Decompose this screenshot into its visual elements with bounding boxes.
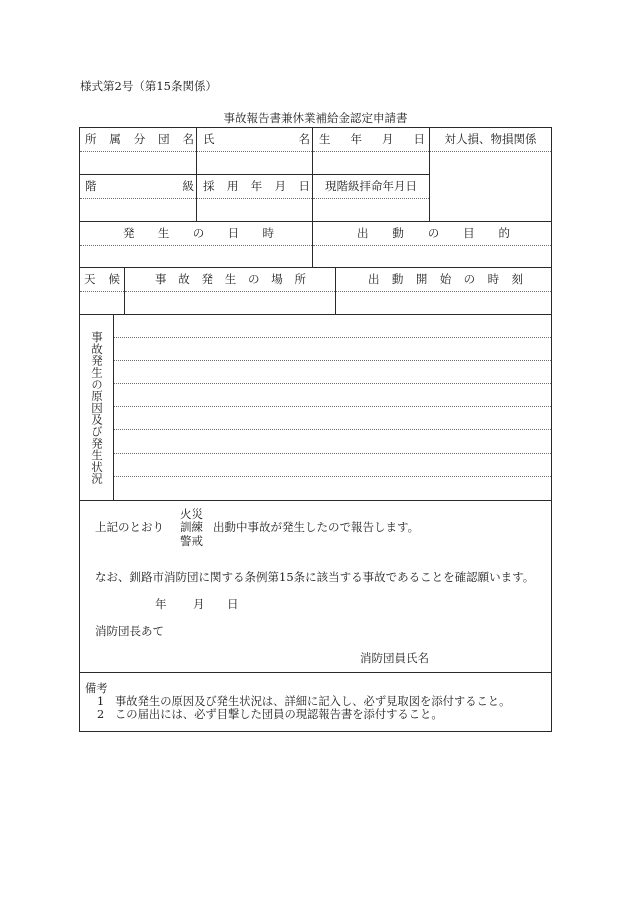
dispatch-purpose-label: 出動の目的 bbox=[313, 222, 551, 246]
rank-label: 階級 bbox=[80, 175, 196, 199]
weather-cell bbox=[79, 267, 125, 315]
cause-value-field bbox=[113, 314, 552, 501]
dispatch-start-value-field bbox=[336, 292, 551, 314]
cause-write-line bbox=[114, 384, 551, 407]
cause-write-line bbox=[114, 454, 551, 477]
hire-date-value-field bbox=[197, 199, 312, 221]
confirmation-request: なお、釧路市消防団に関する条例第15条に該当する事故であることを確認願います。 bbox=[95, 570, 535, 584]
remark-text: 事故発生の原因及び発生状況は、詳細に記入し、必ず見取図を添付すること。 bbox=[115, 695, 511, 708]
name-cell bbox=[196, 127, 313, 175]
rank-value-field bbox=[80, 199, 196, 221]
location-value-field bbox=[125, 292, 335, 314]
name-value-field bbox=[197, 152, 312, 174]
weather-value-field bbox=[80, 292, 124, 314]
remark-text: この届出には、必ず目撃した団員の現認報告書を添付すること。 bbox=[115, 708, 443, 721]
activity-option-drill: 訓練 bbox=[180, 520, 203, 534]
cause-write-line bbox=[114, 430, 551, 453]
current-rank-date-label: 現階級拝命年月日 bbox=[313, 175, 429, 199]
date-year-label: 年 bbox=[155, 597, 167, 611]
birthdate-cell bbox=[312, 127, 430, 175]
cause-write-line bbox=[114, 407, 551, 430]
signer-name-label: 消防団員氏名 bbox=[360, 651, 429, 665]
remarks-heading: 備考 bbox=[85, 682, 108, 695]
form-title: 事故報告書兼休業補給金認定申請書 bbox=[223, 111, 408, 125]
location-cell bbox=[124, 267, 336, 315]
rank-cell bbox=[79, 174, 197, 222]
damage-type-value-field bbox=[430, 152, 551, 221]
dispatch-purpose-cell bbox=[312, 221, 552, 268]
cause-write-line bbox=[114, 315, 551, 338]
date-month-label: 月 bbox=[193, 597, 205, 611]
remarks-cell bbox=[79, 672, 552, 732]
cause-label-cell bbox=[79, 314, 114, 501]
declaration-suffix: 出動中事故が発生したので報告します。 bbox=[213, 520, 420, 534]
cause-label: 事故発生の原因及び発生状況 bbox=[90, 330, 104, 485]
dispatch-start-label: 出動開始の時刻 bbox=[336, 268, 551, 292]
damage-type-cell bbox=[429, 127, 552, 222]
activity-option-fire: 火災 bbox=[180, 507, 203, 521]
unit-cell bbox=[79, 127, 197, 175]
occurred-at-value-field bbox=[80, 246, 312, 267]
form-number: 様式第2号（第15条関係） bbox=[80, 79, 217, 93]
weather-label: 天候 bbox=[80, 268, 124, 292]
unit-label: 所属分団名 bbox=[80, 128, 196, 152]
birthdate-label: 生年月日 bbox=[313, 128, 429, 152]
declaration-cell bbox=[79, 500, 552, 673]
declaration-prefix: 上記のとおり bbox=[95, 520, 164, 534]
date-day-label: 日 bbox=[227, 597, 239, 611]
hire-date-cell bbox=[196, 174, 313, 222]
location-label: 事故発生の場所 bbox=[125, 268, 335, 292]
addressee: 消防団長あて bbox=[95, 624, 164, 638]
remark-number: 1 bbox=[97, 695, 105, 708]
occurred-at-cell bbox=[79, 221, 313, 268]
damage-type-label: 対人損、物損関係 bbox=[430, 128, 551, 152]
hire-date-label: 採用年月日 bbox=[197, 175, 312, 199]
dispatch-start-cell bbox=[335, 267, 552, 315]
dispatch-purpose-value-field bbox=[313, 246, 551, 267]
birthdate-value-field bbox=[313, 152, 429, 174]
current-rank-date-cell bbox=[312, 174, 430, 222]
activity-option-alert: 警戒 bbox=[180, 534, 203, 548]
cause-write-line bbox=[114, 338, 551, 361]
current-rank-date-value-field bbox=[313, 199, 429, 221]
occurred-at-label: 発生の日時 bbox=[80, 222, 312, 246]
cause-write-line bbox=[114, 361, 551, 384]
remark-number: 2 bbox=[97, 708, 105, 721]
unit-value-field bbox=[80, 152, 196, 174]
name-label: 氏名 bbox=[197, 128, 312, 152]
